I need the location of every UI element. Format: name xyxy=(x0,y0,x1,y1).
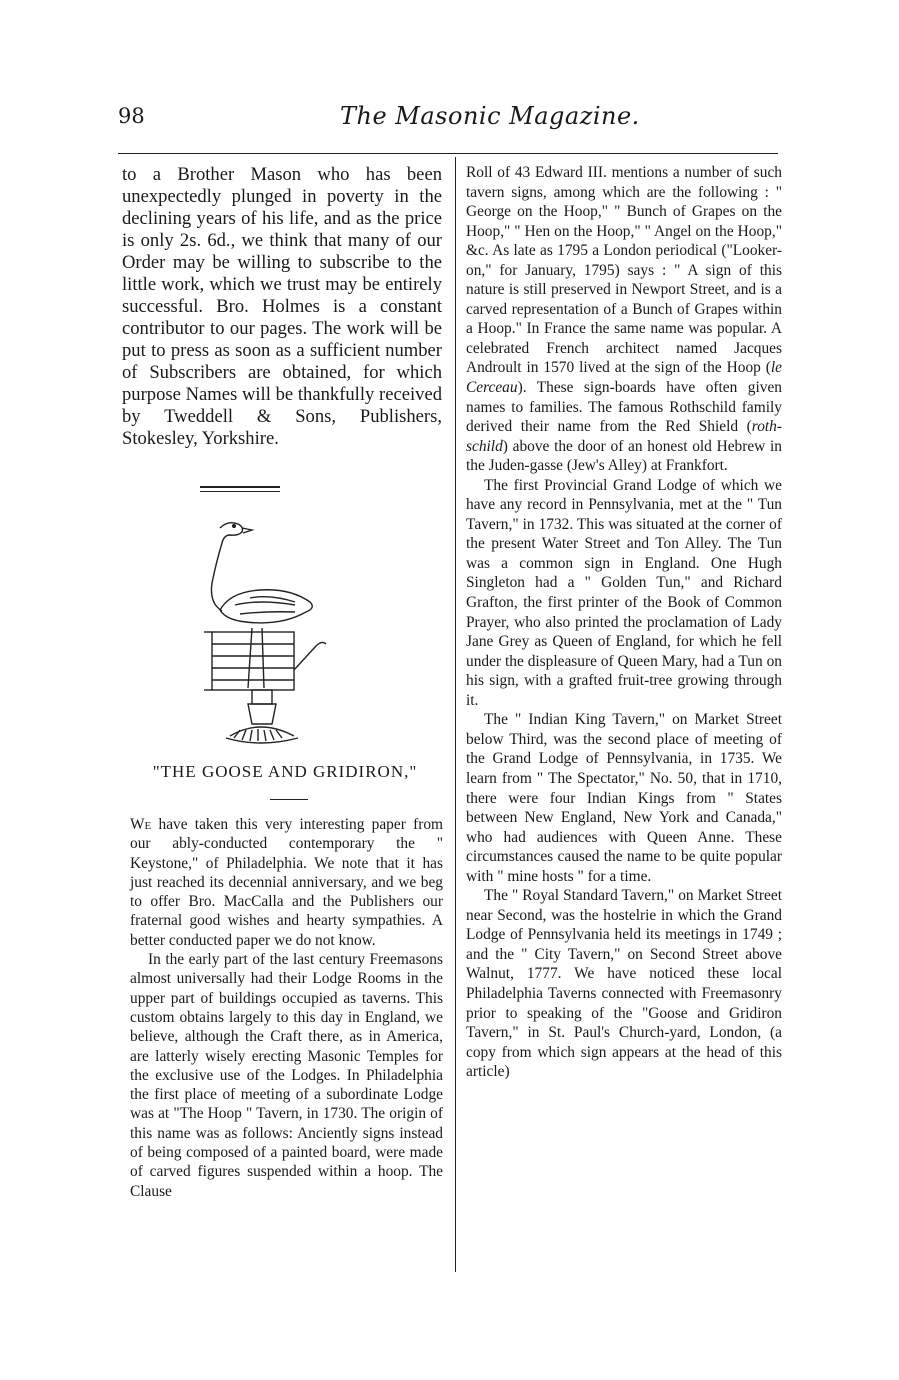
left-column-top xyxy=(122,164,442,450)
caption-rule xyxy=(270,799,308,800)
paragraph-subscription: to a Brother Mason who has been unexpectedly plunged in poverty in the declining years of his life, and as the price is only 2s. 6d., we think that many of our Order may be willing to subscribe to the little work, which we trust may be entirely successful. Bro. Holmes is a constant contributor to our pages. The work will be put to press as soon as a sufficient number of Subscribers are obtained, for which purpose Names will be thankfully received by Tweddell & Sons, Publishers, Stokesley, Yorkshire. xyxy=(122,164,442,449)
paragraph-signs-part-a: Roll of 43 Edward III. mentions a number of such tavern signs, among which are the following : " George on the Hoop," " Bunch of Grapes on the Hoop," " Hen on the Hoop," " Angel on the Hoop," &c. As late as 1795 a London periodical ("Looker-on," for January, 1795) says : " A sign of this nature is still preserved in Newport Street, and is a carved representation of a Bunch of Grapes within a Hoop." In France the same name was popular. A celebrated French architect named Jacques Androult in 1570 lived at the sign of the Hoop ( xyxy=(466,164,782,377)
page-number: 98 xyxy=(118,104,145,128)
paragraph-intro xyxy=(130,815,443,950)
italic-le-cerceau: le Cerceau xyxy=(466,359,782,397)
paragraph-royal-standard: The " Royal Standard Tavern," on Market Street near Second, was the hostelrie in which the Grand Lodge of Pennsylvania held its meetings in 1749 ; and the " City Tavern," on Second Street above Walnut, 1777. We have noticed these local Philadelphia Taverns connected with Freemasonry prior to speaking of the "Goose and Gridiron Tavern," in St. Paul's Church-yard, London, (a copy from which sign appears at the head of this article) xyxy=(466,887,782,1081)
ornament-rule-bottom xyxy=(200,491,280,492)
left-column-bottom xyxy=(130,815,443,1201)
italic-roth-schild: roth-schild xyxy=(466,418,782,455)
running-title: The Masonic Magazine. xyxy=(340,102,640,130)
header-rule xyxy=(118,153,778,154)
paragraph-taverns: In the early part of the last century Freemasons almost universally had their Lodge Rooms in the upper part of buildings occupied as taverns. This custom obtains largely to this day in England, we believe, although the Craft there, as in America, are latterly wisely erecting Masonic Temples for the exclusive use of the Lodges. In Philadelphia the first place of meeting of a subordinate Lodge was at "The Hoop " Tavern, in 1730. The origin of this name was as follows: Anciently signs instead of being composed of a painted board, were made of carved figures suspended within a hoop. The Clause xyxy=(130,951,443,1200)
paragraph-tun-tavern: The first Provincial Grand Lodge of which we have any record in Pennsylvania, met at the " Tun Tavern," in 1732. This was situated at the corner of the present Water Street and Ton Alley. The Tun was a common sign in England. One Hugh Singleton had a " Golden Tun," and Richard Grafton, the first printer of the Book of Common Prayer, who also printed the proclamation of Lady Jane Grey as Queen of England, for which he fell under the displeasure of Queen Mary, had a Tun on his sign, with a grafted fruit-tree growing through it. xyxy=(466,476,782,709)
right-column xyxy=(466,163,782,1082)
goose-on-gridiron-engraving xyxy=(190,510,330,750)
ornament-rule-top xyxy=(200,486,280,488)
paragraph-signs xyxy=(466,163,782,476)
paragraph-intro-text: have taken this very interesting paper from our ably-conducted contemporary the " Keystone," of Philadelphia. We note that it has just reached its decennial anniversary, and we beg to offer Bro. MacCalla and the Publishers our fraternal good wishes and hearty sympathies. A better conducted paper we do not know. xyxy=(130,816,443,949)
column-divider xyxy=(455,157,456,1272)
illustration-caption: "THE GOOSE AND GRIDIRON," xyxy=(152,762,418,781)
paragraph-signs-part-c: ) above the door of an honest old Hebrew in the Juden-gasse (Jew's Alley) at Frankfort. xyxy=(466,437,782,475)
paragraph-signs-part-b: ). These sign-boards have often given names to families. The famous Rothschild family derived their name from the Red Shield ( xyxy=(466,379,782,436)
paragraph-indian-king: The " Indian King Tavern," on Market Street below Third, was the second place of meeting of the Grand Lodge of Pennsylvania, in 1735. We learn from " The Spectator," No. 50, that in 1710, there were four Indian Kings from " States between New England, New York and Canada," who had audiences with Queen Anne. These circumstances caused the name to be quite popular with " mine hosts " for a time. xyxy=(466,711,782,885)
lead-word: We xyxy=(130,816,152,833)
